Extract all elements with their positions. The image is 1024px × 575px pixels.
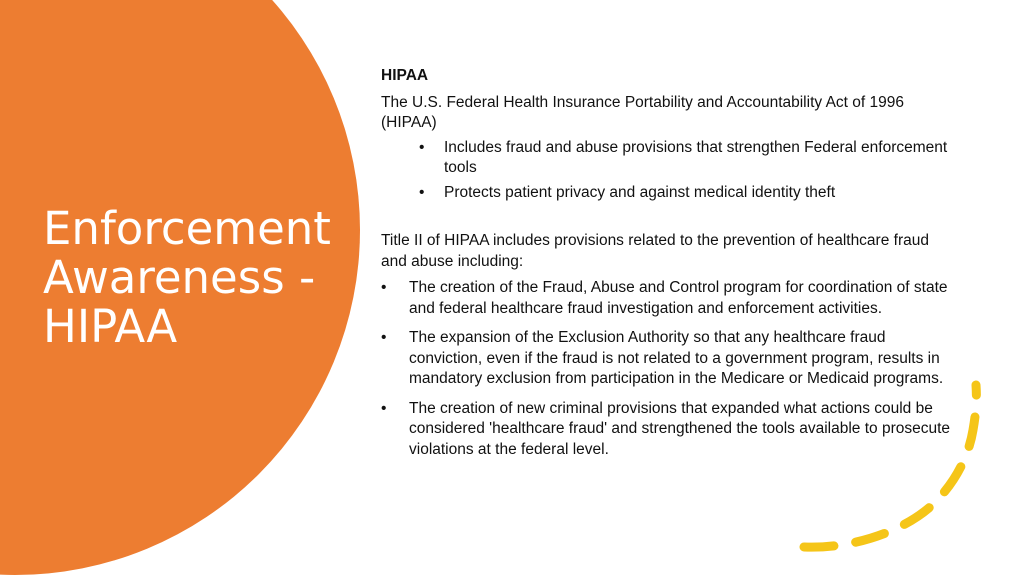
dashed-swirl-icon (790, 375, 990, 565)
list-item: • Protects patient privacy and against medical identity theft (444, 183, 956, 204)
title2-paragraph: Title II of HIPAA includes provisions related to the prevention of healthcare fraud and abuse including: (381, 232, 929, 270)
slide-title: Enforcement Awareness - HIPAA (43, 202, 331, 353)
list-item: • The expansion of the Exclusion Authority so that any healthcare fraud conviction, even if the fraud is not related to a government program, results in mandatory exclusion from participation in the Medicare or Medicaid programs. (409, 328, 956, 390)
list-item: • The creation of new criminal provisions that expanded what actions could be considered 'healthcare fraud' and strengthened the tools available to prosecute violations at the federal level. (409, 399, 956, 461)
intro-bullet-list (381, 138, 956, 204)
section-heading: HIPAA (381, 67, 429, 84)
list-item: • The creation of the Fraud, Abuse and Control program for coordination of state and federal healthcare fraud investigation and enforcement activities. (409, 278, 956, 319)
intro-paragraph: The U.S. Federal Health Insurance Portability and Accountability Act of 1996 (HIPAA) (381, 93, 904, 131)
list-item: • Includes fraud and abuse provisions that strengthen Federal enforcement tools (444, 138, 956, 179)
